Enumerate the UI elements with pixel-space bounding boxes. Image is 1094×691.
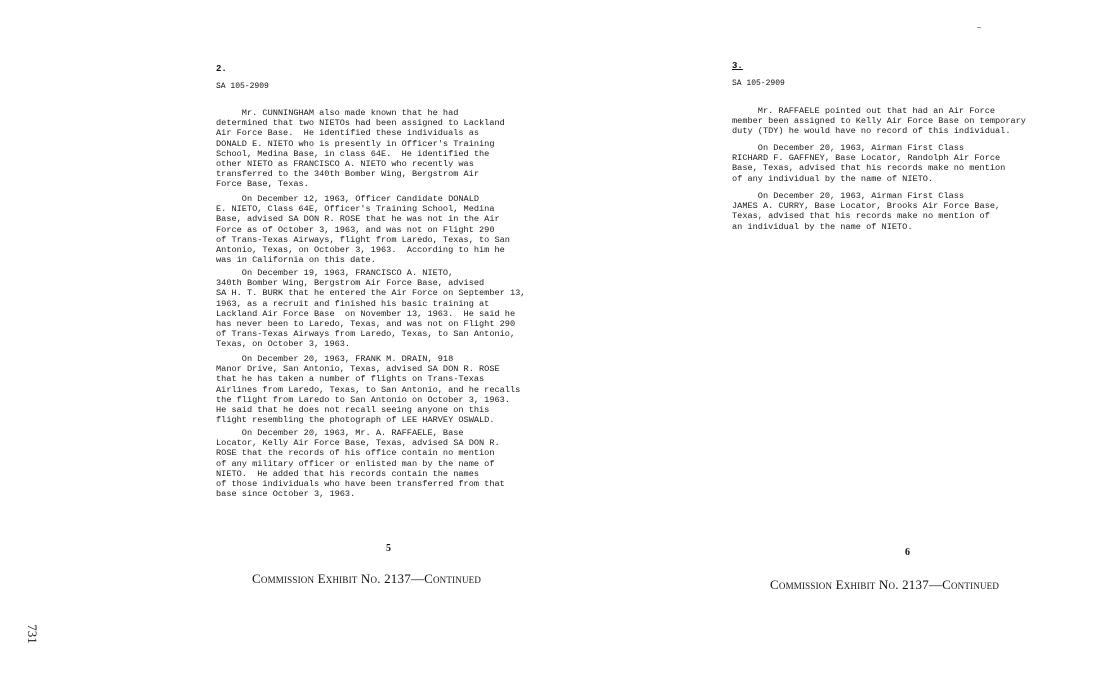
right-page-marker: 3. (732, 61, 743, 71)
left-paragraph-5: On December 20, 1963, Mr. A. RAFFAELE, Base Locator, Kelly Air Force Base, Texas, advised SA DON R. ROSE that the records of his office contain no mention of any military officer or enlisted man by the name of NIETO. He added that his records contain the names of those individuals who have been transferred from that base since October 3, 1963. (216, 428, 505, 500)
left-paragraph-1: Mr. CUNNINGHAM also made known that he had determined that two NIETOs had been assigned to Lackland Air Force Base. He identified these individuals as DONALD E. NIETO who is presently in Officer's Training School, Medina Base, in class 64E. He identified the other NIETO as FRANCISCO A. NIETO who recently was transferred to the 340th Bomber Wing, Bergstrom Air Force Base, Texas. (216, 108, 505, 190)
left-file-number: SA 105-2909 (216, 82, 269, 91)
left-folio: 5 (386, 543, 391, 554)
right-caption: Commission Exhibit No. 2137—Continued (770, 577, 1000, 592)
left-paragraph-2: On December 12, 1963, Officer Candidate DONALD E. NIETO, Class 64E, Officer's Training School, Medina Base, advised SA DON R. ROSE that he was not in the Air Force as of October 3, 1963, and was not on Flight 290 of Trans-Texas Airways, flight from Laredo, Texas, to San Antonio, Texas, on October 3, 1963. According to him he was in California on this date. (216, 194, 510, 266)
right-folio: 6 (905, 547, 910, 558)
left-caption: Commission Exhibit No. 2137—Continued (252, 571, 482, 586)
right-paragraph-2: On December 20, 1963, Airman First Class RICHARD F. GAFFNEY, Base Locator, Randolph Air Force Base, Texas, advised that his records make no mention of any individual by the name of NIETO. (732, 143, 1006, 184)
left-paragraph-4: On December 20, 1963, FRANK M. DRAIN, 918 Manor Drive, San Antonio, Texas, advised SA DON R. ROSE that he has taken a number of flights on Trans-Texas Airlines from Laredo, Texas, to San Antonio, and he recalls the flight from Laredo to San Antonio on October 3, 1963. He said that he does not recall seeing anyone on this flight resembling the photograph of LEE HARVEY OSWALD. (216, 354, 521, 426)
right-file-number: SA 105-2909 (732, 79, 785, 88)
scan-mark (977, 27, 981, 28)
right-paragraph-1: Mr. RAFFAELE pointed out that had an Air Force member been assigned to Kelly Air Force Base on temporary duty (TDY) he would have no record of this individual. (732, 106, 1026, 137)
volume-page-number: 731 (24, 624, 40, 644)
left-page-marker: 2. (216, 64, 227, 74)
left-paragraph-3: On December 19, 1963, FRANCISCO A. NIETO, 340th Bomber Wing, Bergstrom Air Force Base, advised SA H. T. BURK that he entered the Air Force on September 13, 1963, as a recruit and finished his basic training at Lackland Air Force Base on November 13, 1963. He said he has never been to Laredo, Texas, and was not on Flight 290 of Trans-Texas Airways from Laredo, Texas, to San Antonio, Texas, on October 3, 1963. (216, 268, 526, 350)
right-paragraph-3: On December 20, 1963, Airman First Class JAMES A. CURRY, Base Locator, Brooks Air Force Base, Texas, advised that his records make no mention of an individual by the name of NIETO. (732, 191, 1001, 232)
